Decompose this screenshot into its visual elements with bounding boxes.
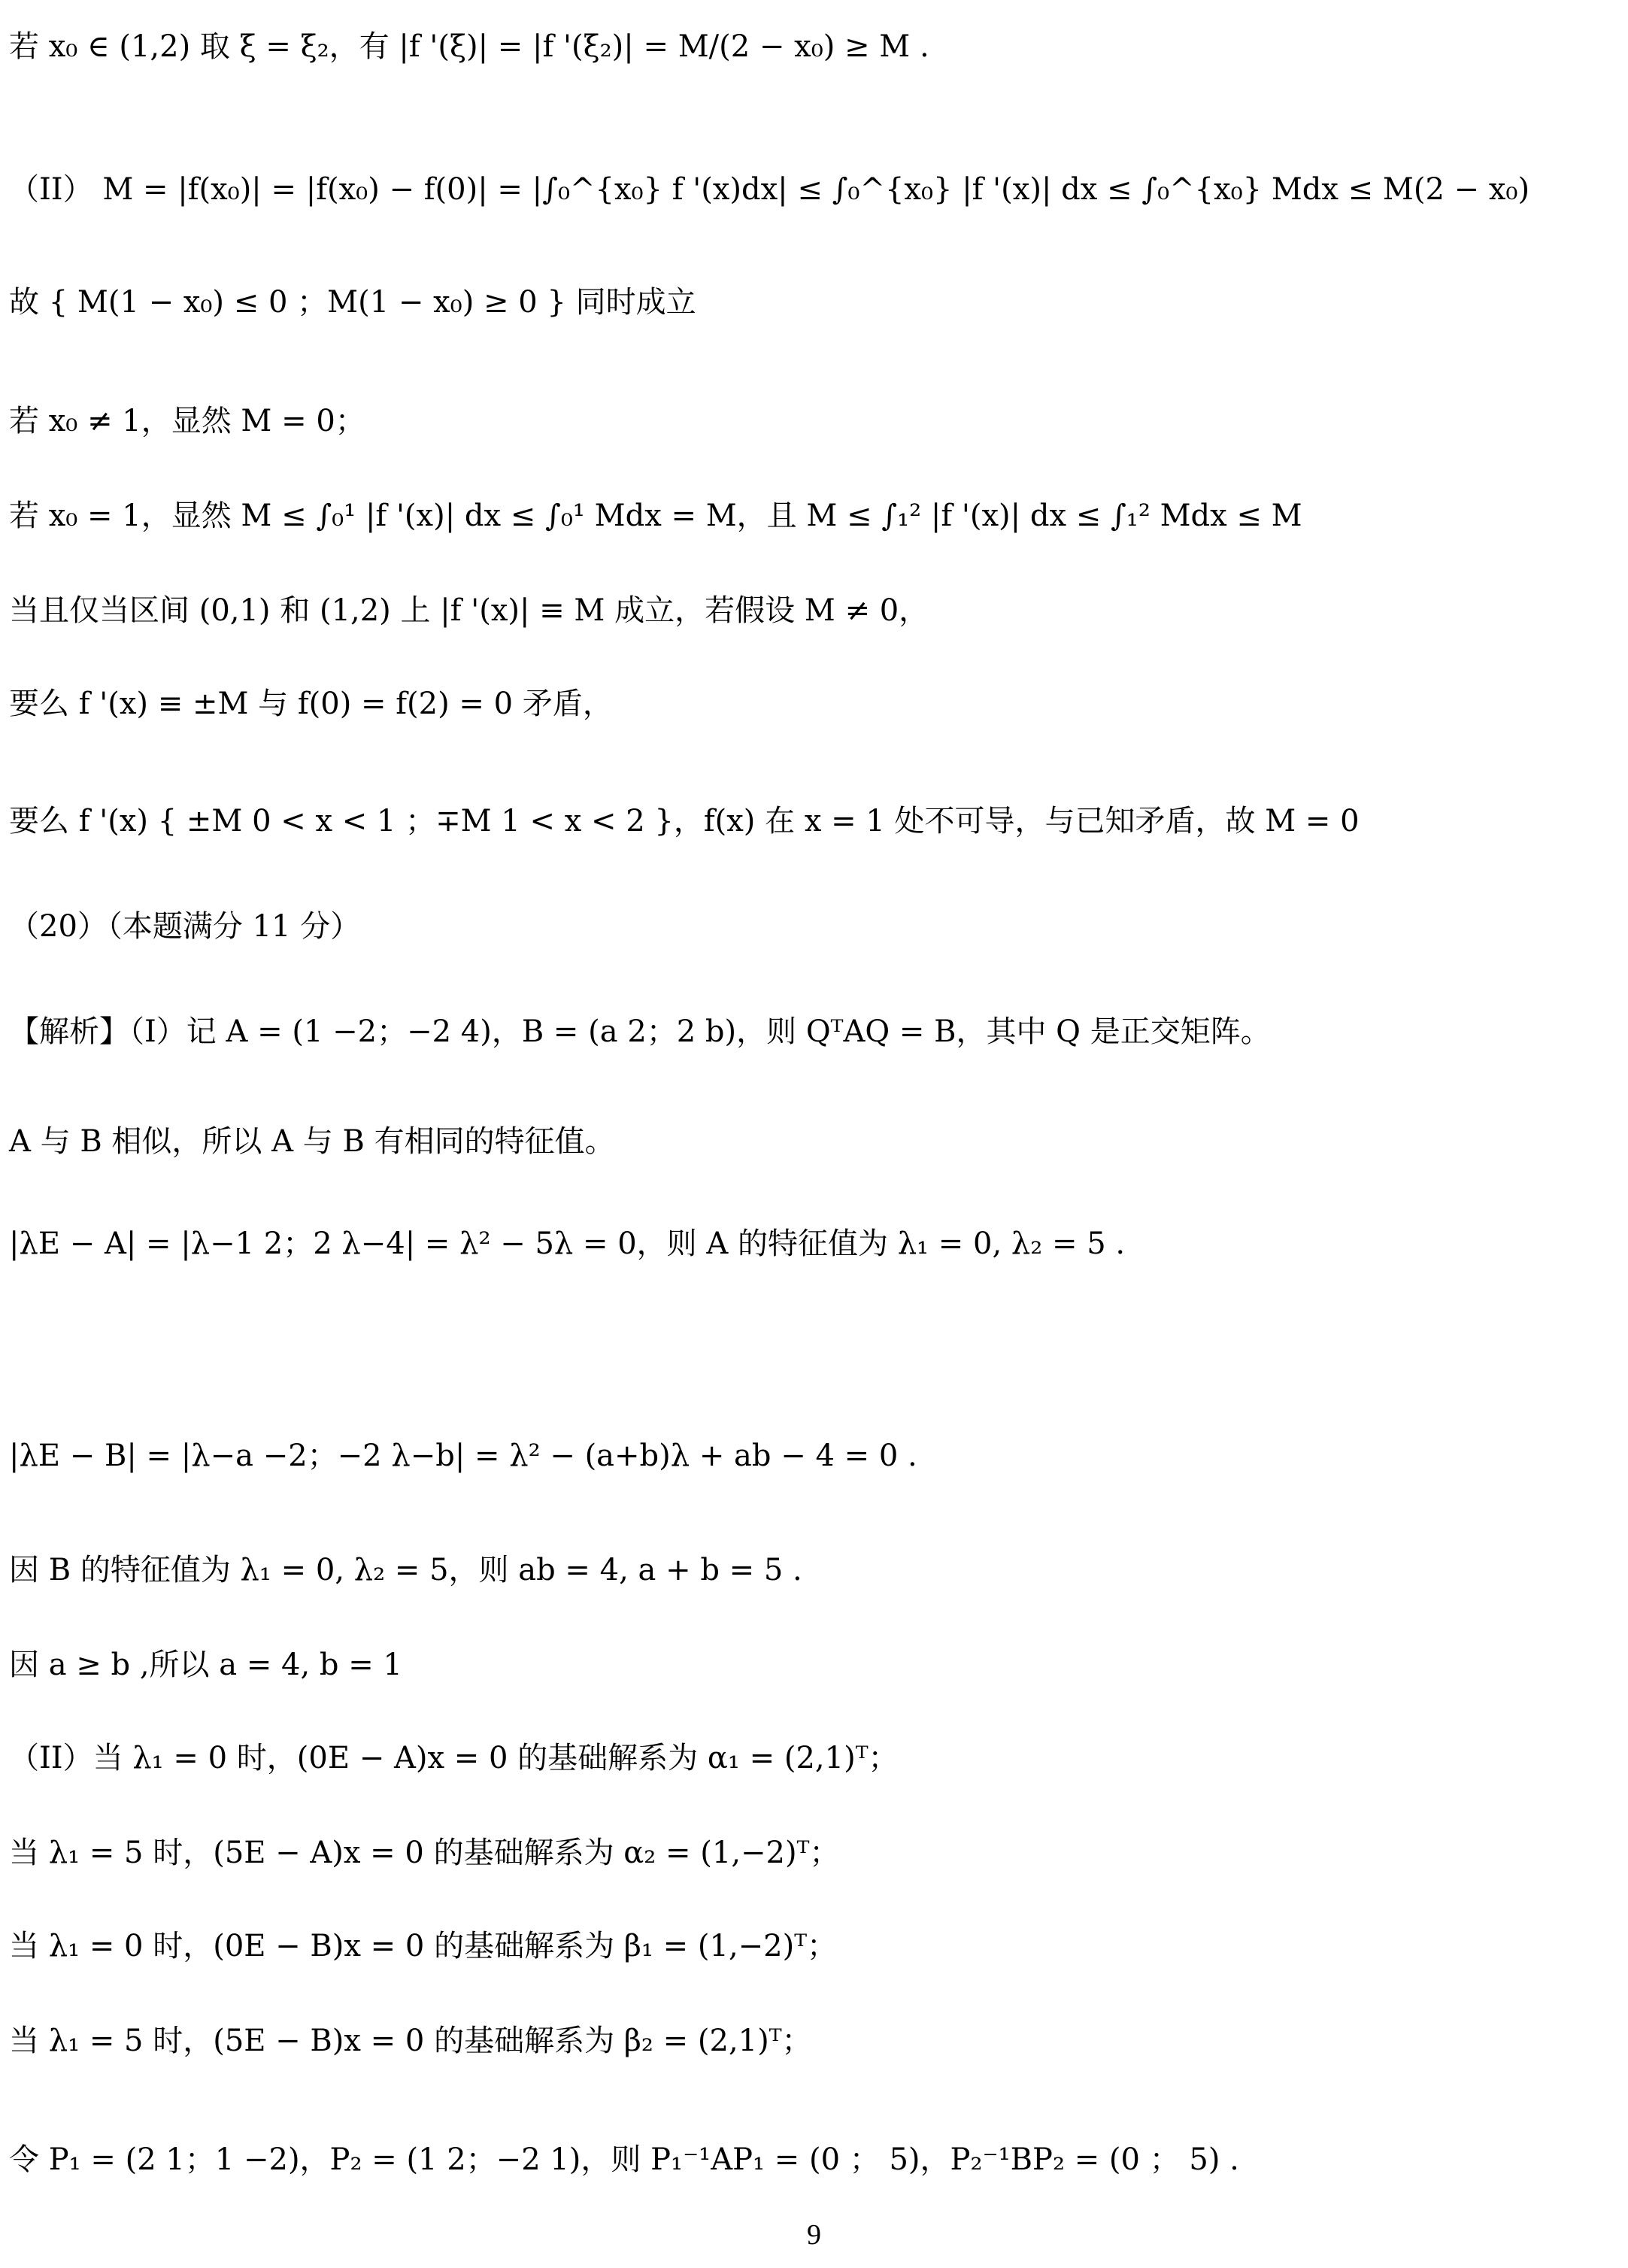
text-line: |λE − A| = |λ−1 2；2 λ−4| = λ² − 5λ = 0，则 A 的特征值为 λ₁ = 0, λ₂ = 5 . [9,1226,1126,1261]
text-line: 当 λ₁ = 0 时，(0E − B)x = 0 的基础解系为 β₁ = (1,−2)ᵀ； [9,1929,838,1963]
text-line: |λE − B| = |λ−a −2；−2 λ−b| = λ² − (a+b)λ + ab − 4 = 0 . [9,1439,917,1473]
text-line: 当且仅当区间 (0,1) 和 (1,2) 上 |f '(x)| ≡ M 成立，若假设 M ≠ 0， [9,593,929,628]
text-line: 要么 f '(x) ≡ ±M 与 f(0) = f(2) = 0 矛盾， [9,687,613,721]
text-line: 【解析】（I）记 A = (1 −2；−2 4)，B = (a 2；2 b)，则 QᵀAQ = B，其中 Q 是正交矩阵。 [9,1014,1271,1049]
text-line: 因 B 的特征值为 λ₁ = 0, λ₂ = 5，则 ab = 4, a + b = 5 . [9,1553,802,1587]
text-line: （II）当 λ₁ = 0 时，(0E − A)x = 0 的基础解系为 α₁ = (2,1)ᵀ； [9,1741,899,1775]
page-number: 9 [807,2219,821,2251]
text-line: 当 λ₁ = 5 时，(5E − B)x = 0 的基础解系为 β₂ = (2,1)ᵀ； [9,2024,812,2058]
text-line: 要么 f '(x) { ±M 0 < x < 1 ；∓M 1 < x < 2 }，f(x) 在 x = 1 处不可导，与已知矛盾，故 M = 0 [9,804,1360,838]
text-line: 故 { M(1 − x₀) ≤ 0 ；M(1 − x₀) ≥ 0 } 同时成立 [9,285,696,320]
text-line: 若 x₀ ∈ (1,2) 取 ξ = ξ₂，有 |f '(ξ)| = |f '(ξ₂)| = M/(2 − x₀) ≥ M . [9,29,929,64]
section-heading: （20）（本题满分 11 分） [9,909,361,944]
text-line: （II） M = |f(x₀)| = |f(x₀) − f(0)| = |∫₀^{x₀} f '(x)dx| ≤ ∫₀^{x₀} |f '(x)| dx ≤ ∫₀^{x₀} Mdx ≤ M(2 − x₀) [9,172,1530,207]
text-line: A 与 B 相似，所以 A 与 B 有相同的特征值。 [9,1124,615,1159]
text-line: 当 λ₁ = 5 时，(5E − A)x = 0 的基础解系为 α₂ = (1,−2)ᵀ； [9,1836,840,1870]
text-line: 令 P₁ = (2 1；1 −2)，P₂ = (1 2；−2 1)，则 P₁⁻¹AP₁ = (0 ； 5)，P₂⁻¹BP₂ = (0 ； 5) . [9,2142,1239,2177]
text-line: 若 x₀ ≠ 1，显然 M = 0； [9,404,365,438]
text-line: 若 x₀ = 1，显然 M ≤ ∫₀¹ |f '(x)| dx ≤ ∫₀¹ Mdx = M，且 M ≤ ∫₁² |f '(x)| dx ≤ ∫₁² Mdx ≤ M [9,499,1302,533]
text-line: 因 a ≥ b ,所以 a = 4, b = 1 [9,1648,402,1682]
